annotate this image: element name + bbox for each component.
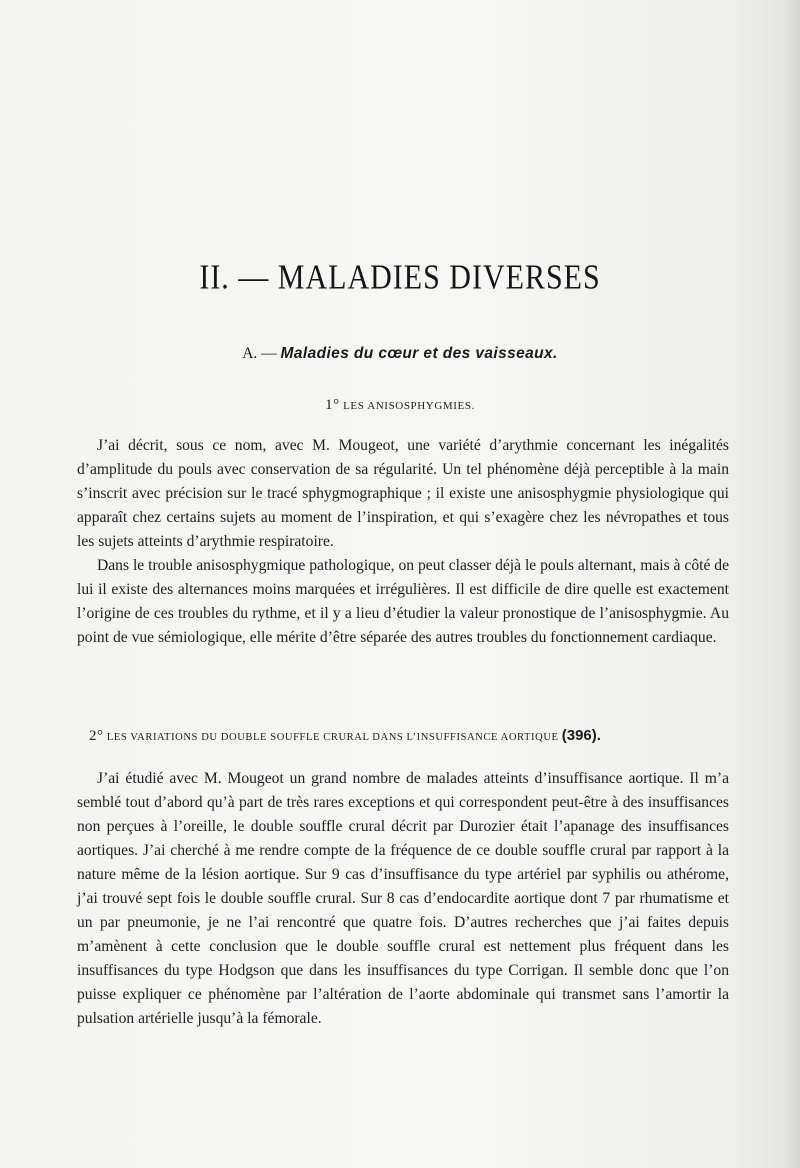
subsection-heading-2	[89, 727, 601, 745]
chapter-title: II. — MALADIES DIVERSES	[199, 258, 601, 297]
paragraph-block-2	[77, 767, 729, 1031]
subsection-heading-1	[0, 397, 800, 414]
paragraph: J’ai étudié avec M. Mougeot un grand nombre de malades atteints d’insuffisance aortique. Il m’a semblé tout d’abord qu’à part de très rares exceptions et qui correspondent peut-être à des insuffisances non perçues à l’oreille, le double souffle crural décrit par Durozier était l’apanage des insuffisances aortiques. J’ai cherché à me rendre compte de la fréquence de ce double souffle crural par rapport à la nature même de la lésion aortique. Sur 9 cas d’insuffisance du type artériel par syphilis ou athérome, j’ai trouvé sept fois le double souffle crural. Sur 8 cas d’endocardite aortique dont 7 par rhumatisme et un par pneumonie, je ne l’ai rencontré que quatre fois. D’autres recherches que j’ai faites depuis m’amènent à cette conclusion que le double souffle crural est nettement plus fréquent dans les insuffisances du type Hodgson que dans les insuffisances du type Corrigan. Il semble donc que l’on puisse expliquer ce phénomène par l’altération de l’aorte abdominale qui transmet sans l’amortir la pulsation artérielle jusqu’à la fémorale.	[77, 770, 729, 1027]
section-heading	[0, 345, 800, 363]
section-letter: A. —	[242, 345, 281, 362]
section-name: Maladies du cœur et des vaisseaux.	[280, 345, 558, 362]
reference-number: (396).	[561, 727, 601, 744]
subsection-1-title: LES ANISOSPHYGMIES.	[339, 400, 475, 412]
paragraph: J’ai décrit, sous ce nom, avec M. Mougeot, une variété d’arythmie concernant les inégalités d’amplitude du pouls avec conservation de sa régularité. Un tel phénomène déjà perceptible à la main s’inscrit avec précision sur le tracé sphygmographique ; il existe une anisosphygmie physiologique qui apparaît chez certains sujets au moment de l’inspiration, et qui s’exagère chez les névropathes et tous les sujets atteints d’arythmie respiratoire.	[77, 437, 729, 550]
paragraph-block-1	[77, 434, 729, 650]
paragraph: Dans le trouble anisosphygmique pathologique, on peut classer déjà le pouls alternant, mais à côté de lui il existe des alternances moins marquées et irrégulières. Il est difficile de dire quelle est exactement l’origine de ces troubles du rythme, et il y a lieu d’étudier la valeur pronostique de l’anisosphygmie. Au point de vue sémiologique, elle mérite d’être séparée des autres troubles du fonctionnement cardiaque.	[77, 557, 729, 646]
subsection-2-number: 2°	[89, 728, 104, 744]
subsection-1-number: 1°	[325, 397, 340, 413]
subsection-2-title: LES VARIATIONS DU DOUBLE SOUFFLE CRURAL DANS L’INSUFFISANCE AORTIQUE	[103, 732, 562, 743]
